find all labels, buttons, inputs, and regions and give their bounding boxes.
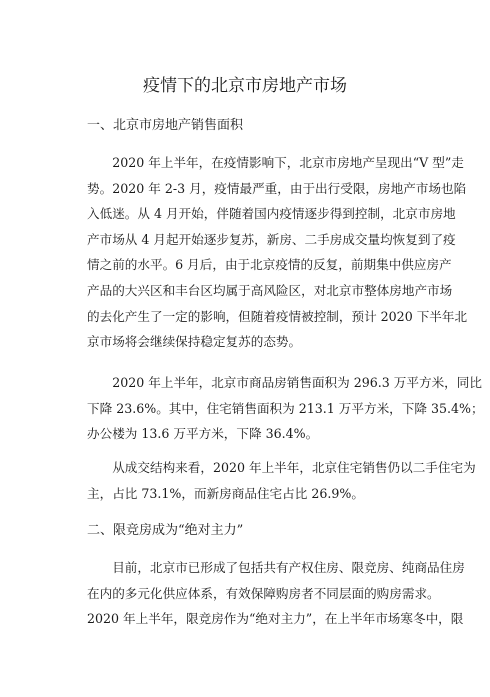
- text-line: 产品的大兴区和丰台区均属于高风险区，对北京市整体房地产市场: [87, 282, 453, 298]
- text-line: 2020 年上半年，在疫情影响下，北京市房地产呈现出“V 型”走: [112, 155, 464, 170]
- paragraph-transaction-structure: [87, 455, 476, 506]
- text-line: 下降 23.6%。其中，住宅销售面积为 213.1 万平方米，下降 35.4%；: [87, 400, 484, 416]
- text-line: 入低迷。从 4 月开始，伴随着国内疫情逐步得到控制，北京市房地: [87, 206, 456, 222]
- text-line: 的去化产生了一定的影响，但随着疫情被控制，预计 2020 下半年北: [87, 308, 468, 324]
- paragraph-sales-figures: [87, 370, 484, 447]
- text-line: 2020 年上半年，限竞房作为“绝对主力”，在上半年市场寒冬中，限: [87, 611, 464, 627]
- text-line: 京市场将会继续保持稳定复苏的态势。: [87, 334, 302, 350]
- paragraph-supply-system: [87, 555, 465, 632]
- document-title: 疫情下的北京市房地产市场: [143, 76, 347, 96]
- section-heading-sales-area: 一、北京市房地产销售面积: [87, 118, 244, 133]
- paragraph-market-trend: [87, 150, 468, 355]
- text-line: 在内的多元化供应体系，有效保障购房者不同层面的购房需求。: [87, 585, 440, 601]
- text-line: 办公楼为 13.6 万平方米，下降 36.4%。: [87, 426, 319, 442]
- text-line: 2020 年上半年，北京市商品房销售面积为 296.3 万平方米，同比: [112, 375, 482, 390]
- text-line: 情之前的水平。6 月后，由于北京疫情的反复，前期集中供应房产: [87, 257, 452, 273]
- text-line: 势。2020 年 2-3 月，疫情最严重，由于出行受限，房地产市场也陷: [87, 180, 467, 196]
- text-line: 产市场从 4 月起开始逐步复苏，新房、二手房成交量均恢复到了疫: [87, 231, 456, 247]
- text-line: 目前，北京市已形成了包括共有产权住房、限竞房、纯商品住房: [112, 560, 465, 575]
- section-heading-price-limited-housing: 二、限竞房成为“绝对主力”: [87, 523, 244, 538]
- text-line: 从成交结构来看，2020 年上半年，北京住宅销售仍以二手住宅为: [112, 460, 476, 475]
- text-line: 主，占比 73.1%，而新房商品住宅占比 26.9%。: [87, 485, 364, 501]
